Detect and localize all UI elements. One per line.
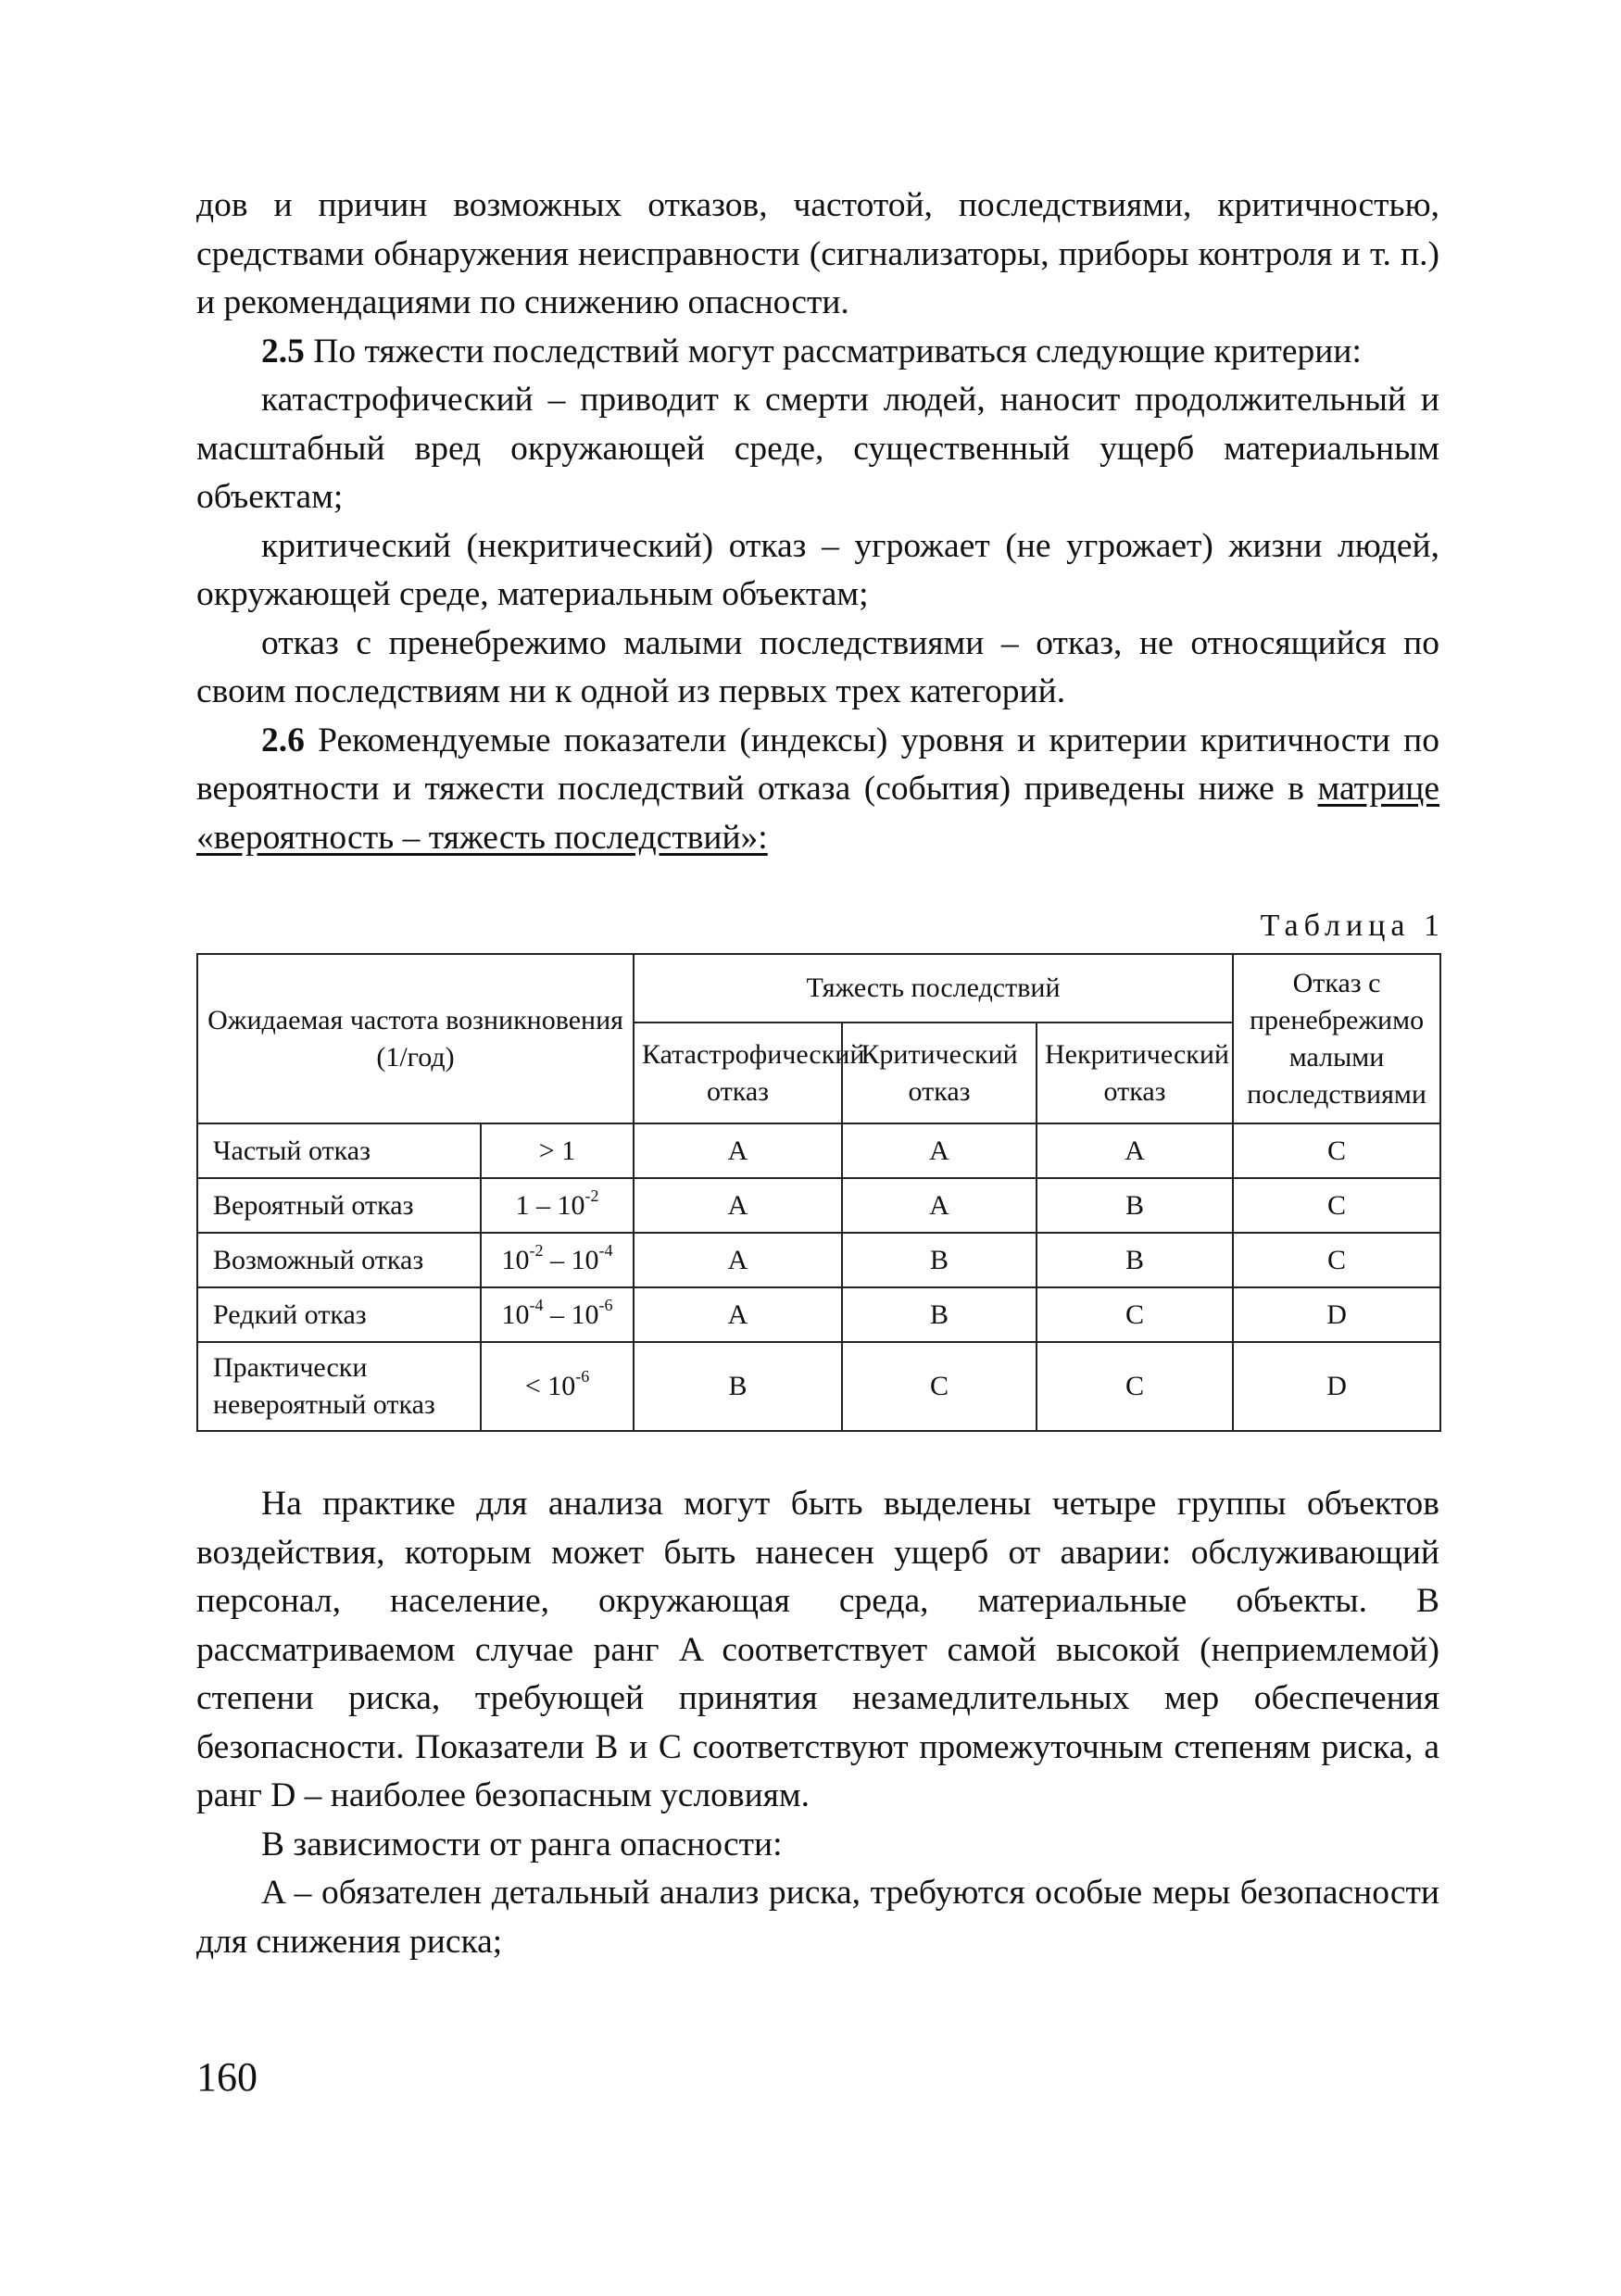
cell-rank: C [1233, 1123, 1440, 1178]
cell-rank: D [1233, 1287, 1440, 1342]
cell-rank: A [842, 1123, 1037, 1178]
row-frequency: $10^{-2} - 10^{-4}$ [481, 1233, 634, 1287]
table-row [197, 1178, 1440, 1233]
paragraph-rank-a: A – обязателен детальный анализ риска, требуются особые меры безопасности для снижения риска; [196, 1874, 1439, 1961]
criterion-negligible: отказ с пренебрежимо малыми последствиями – отказ, не относящийся по своим последствиям ни к одной из первых трех категорий. [196, 623, 1439, 710]
matrix-link[interactable]: матрице «вероятность – тяжесть последствий»: [196, 770, 1439, 857]
page-number: 160 [196, 2054, 258, 2100]
row-frequency: $10^{-4} - 10^{-6}$ [481, 1287, 634, 1342]
row-name: Частый отказ [197, 1123, 481, 1178]
row-frequency: > 1 [481, 1123, 634, 1178]
section-2-6-text: Рекомендуемые показатели (индексы) уровня и критерии критичности по вероятности и тяжести последствий отказа (события) приведены ниже в [196, 721, 1439, 808]
row-name: Практически невероятный отказ [197, 1342, 481, 1431]
cell-rank: C [842, 1342, 1037, 1431]
row-name: Редкий отказ [197, 1287, 481, 1342]
cell-rank: A [634, 1123, 842, 1178]
table-row [197, 1287, 1440, 1342]
criterion-critical: критический (некритический) отказ – угрожает (не угрожает) жизни людей, окружающей среде, материальным объектам; [196, 526, 1439, 613]
table-row [197, 1233, 1440, 1287]
paragraph-rank-intro: В зависимости от ранга опасности: [261, 1825, 783, 1863]
cell-rank: C [1037, 1287, 1233, 1342]
cell-rank: B [634, 1342, 842, 1431]
section-number-2-5: 2.5 [261, 332, 305, 370]
paragraph-2-5 [196, 328, 1439, 377]
header-critical: Критический отказ [842, 1023, 1037, 1123]
cell-rank: A [634, 1233, 842, 1287]
cell-rank: D [1233, 1342, 1440, 1431]
row-name: Вероятный отказ [197, 1178, 481, 1233]
cell-rank: C [1233, 1233, 1440, 1287]
header-negligible: Отказ с пренебрежимо малыми последствиями [1233, 954, 1440, 1123]
cell-rank: A [634, 1287, 842, 1342]
cell-rank: B [1037, 1233, 1233, 1287]
cell-rank: B [842, 1233, 1037, 1287]
header-catastrophic: Катастрофический отказ [634, 1023, 842, 1123]
paragraph-practice: На практике для анализа могут быть выделены четыре группы объектов воздействия, которым может быть нанесен ущерб от аварии: обслуживающий персонал, население, окружающая среда, материальные объекты. В рассматриваемом случае ранг A соответствует самой высокой (неприемлемой) степени риска, требующей принятия незамедлительных мер обеспечения безопасности. Показатели B и C соответствуют промежуточным степеням риска, а ранг D – наиболее безопасным условиям. [196, 1485, 1439, 1814]
section-number-2-6: 2.6 [261, 721, 305, 759]
section-2-5-text: По тяжести последствий могут рассматриваться следующие критерии: [304, 332, 1362, 370]
page-content [196, 182, 1445, 1966]
cell-rank: C [1233, 1178, 1440, 1233]
row-frequency: < $10^{-6}$ [481, 1342, 634, 1431]
cell-rank: A [634, 1178, 842, 1233]
paragraph-continuation: дов и причин возможных отказов, частотой, последствиями, критичностью, средствами обнаружения неисправности (сигнализаторы, приборы контроля и т. п.) и рекомендациями по снижению опасности. [196, 186, 1439, 321]
row-name: Возможный отказ [197, 1233, 481, 1287]
criterion-catastrophic: катастрофический – приводит к смерти людей, наносит продолжительный и масштабный вред окружающей среде, существенный ущерб материальным объектам; [196, 381, 1439, 516]
cell-rank: B [1037, 1178, 1233, 1233]
cell-rank: B [842, 1287, 1037, 1342]
row-frequency: $1 - 10^{-2}$ [481, 1178, 634, 1233]
header-severity: Тяжесть последствий [634, 954, 1233, 1023]
cell-rank: A [842, 1178, 1037, 1233]
paragraph-2-6 [196, 717, 1439, 863]
header-frequency: Ожидаемая частота возникновения (1/год) [197, 954, 634, 1123]
table-row [197, 1123, 1440, 1178]
header-noncritical: Некритический отказ [1037, 1023, 1233, 1123]
table-row [197, 1342, 1440, 1431]
risk-matrix-table [196, 953, 1441, 1432]
table-header-row-1 [197, 954, 1440, 1023]
cell-rank: C [1037, 1342, 1233, 1431]
table-caption: Таблица 1 [1260, 909, 1445, 943]
cell-rank: A [1037, 1123, 1233, 1178]
